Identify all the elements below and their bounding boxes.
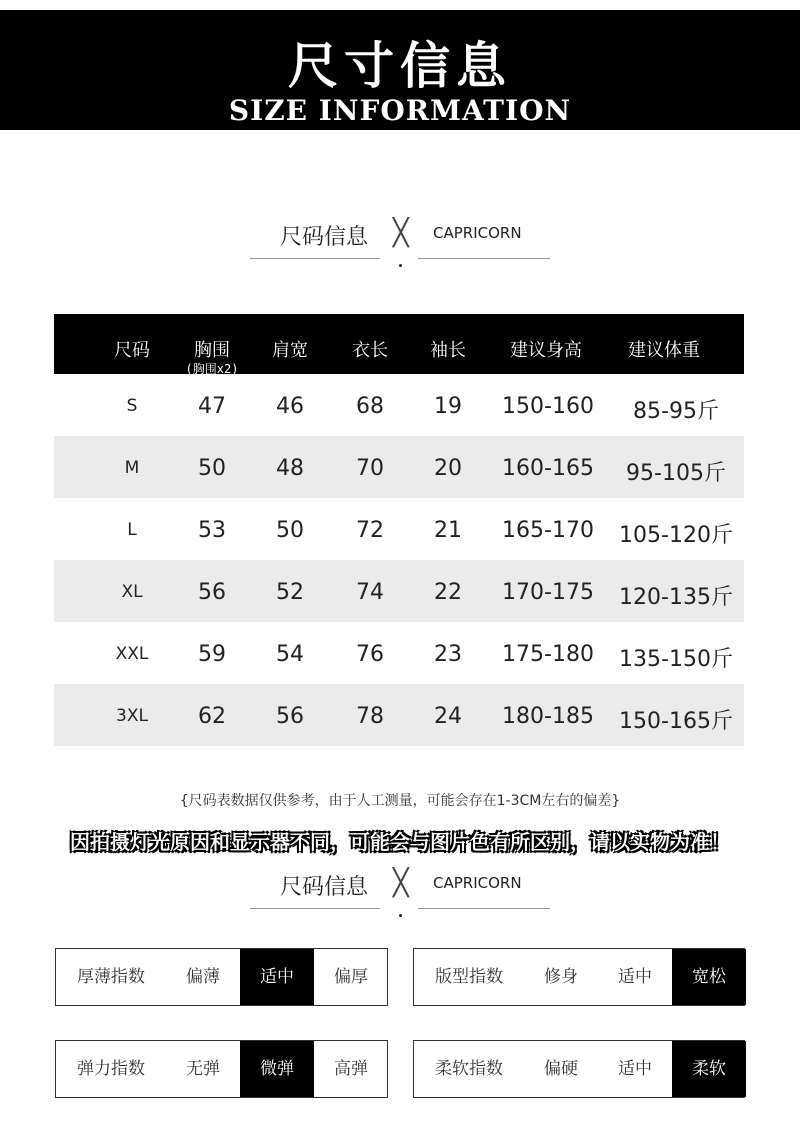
indicator-box	[55, 1040, 388, 1098]
indicator-box	[413, 1040, 745, 1098]
table-cell: 54	[276, 642, 304, 667]
size-table	[54, 314, 744, 746]
table-cell: 24	[434, 704, 462, 729]
table-cell: 46	[276, 394, 304, 419]
table-cell: 52	[276, 580, 304, 605]
indicator-option: 适中	[618, 1059, 652, 1079]
table-cell: 105-120斤	[619, 523, 733, 548]
table-cell: 170-175	[502, 580, 594, 605]
table-cell: 76	[356, 642, 384, 667]
indicator-option: 偏厚	[334, 967, 368, 987]
table-cell: 72	[356, 518, 384, 543]
table-cell: 150-165斤	[619, 709, 733, 734]
section-label: 尺码信息	[280, 225, 369, 250]
table-header	[54, 314, 744, 374]
banner-title-cn: 尺寸信息	[288, 37, 512, 95]
table-cell: 22	[434, 580, 462, 605]
header-weight: 建议体重	[628, 340, 700, 361]
table-cell: 120-135斤	[619, 585, 733, 610]
indicator-label: 厚薄指数	[77, 967, 145, 987]
table-cell: 175-180	[502, 642, 594, 667]
times-icon: ╳	[393, 868, 409, 898]
header-size: 尺码	[114, 340, 150, 361]
indicator-label: 弹力指数	[77, 1059, 145, 1079]
table-row	[54, 436, 744, 498]
section-header-size	[250, 220, 550, 270]
table-cell: 150-160	[502, 394, 594, 419]
header-length: 衣长	[352, 340, 388, 361]
table-cell: 23	[434, 642, 462, 667]
indicator-box	[55, 948, 388, 1006]
table-cell: 160-165	[502, 456, 594, 481]
times-icon: ╳	[393, 218, 409, 248]
table-row	[54, 374, 744, 436]
indicator-option-selected: 微弹	[240, 1041, 314, 1097]
header-chest-note: (胸围x2)	[185, 362, 239, 376]
indicator-option: 修身	[544, 967, 578, 987]
brand-label: CAPRICORN	[433, 224, 522, 242]
table-cell: 70	[356, 456, 384, 481]
table-cell: 47	[198, 394, 226, 419]
brand-label: CAPRICORN	[433, 874, 522, 892]
header-shoulder: 肩宽	[272, 340, 308, 361]
title-banner	[0, 10, 800, 130]
table-row	[54, 560, 744, 622]
table-cell: XXL	[115, 644, 149, 664]
table-cell: 3XL	[116, 706, 148, 726]
table-cell: 53	[198, 518, 226, 543]
table-cell: 135-150斤	[619, 647, 733, 672]
table-row	[54, 622, 744, 684]
indicator-option: 无弹	[186, 1059, 220, 1079]
table-cell: S	[126, 396, 138, 416]
table-cell: 21	[434, 518, 462, 543]
table-cell: 59	[198, 642, 226, 667]
table-cell: 85-95斤	[633, 399, 719, 424]
table-cell: 62	[198, 704, 226, 729]
header-sleeve: 袖长	[430, 340, 466, 361]
table-cell: 165-170	[502, 518, 594, 543]
table-row	[54, 498, 744, 560]
table-cell: M	[124, 458, 140, 478]
dot-icon	[399, 264, 402, 267]
banner-title-en: SIZE INFORMATION	[228, 94, 572, 127]
indicator-option: 偏薄	[186, 967, 220, 987]
divider	[418, 908, 550, 909]
table-cell: 50	[198, 456, 226, 481]
indicator-option: 高弹	[334, 1059, 368, 1079]
table-cell: 48	[276, 456, 304, 481]
table-cell: L	[127, 520, 137, 540]
indicator-label: 版型指数	[435, 967, 503, 987]
indicator-option: 偏硬	[544, 1059, 578, 1079]
table-cell: 56	[198, 580, 226, 605]
section-label: 尺码信息	[280, 875, 369, 900]
table-cell: 50	[276, 518, 304, 543]
indicator-option-selected: 柔软	[672, 1041, 746, 1097]
indicator-box	[413, 948, 745, 1006]
divider	[250, 908, 380, 909]
color-notice: 因拍摄灯光原因和显示器不同，可能会与图片色有所区别，请以实物为准！	[70, 830, 730, 854]
header-chest: 胸围	[194, 340, 230, 361]
indicator-label: 柔软指数	[435, 1059, 503, 1079]
table-cell: 19	[434, 394, 462, 419]
table-cell: XL	[121, 582, 143, 602]
indicator-option: 适中	[618, 967, 652, 987]
table-cell: 56	[276, 704, 304, 729]
table-cell: 20	[434, 456, 462, 481]
indicator-option-selected: 适中	[240, 949, 314, 1005]
measurement-note: {尺码表数据仅供参考，由于人工测量，可能会存在1-3CM左右的偏差}	[179, 793, 621, 809]
table-cell: 74	[356, 580, 384, 605]
table-row	[54, 684, 744, 746]
indicator-option-selected: 宽松	[672, 949, 746, 1005]
table-cell: 78	[356, 704, 384, 729]
dot-icon	[399, 914, 402, 917]
section-header-index	[250, 870, 550, 920]
table-cell: 95-105斤	[626, 461, 726, 486]
header-height: 建议身高	[510, 340, 582, 361]
table-cell: 68	[356, 394, 384, 419]
divider	[250, 258, 380, 259]
table-cell: 180-185	[502, 704, 594, 729]
divider	[418, 258, 550, 259]
